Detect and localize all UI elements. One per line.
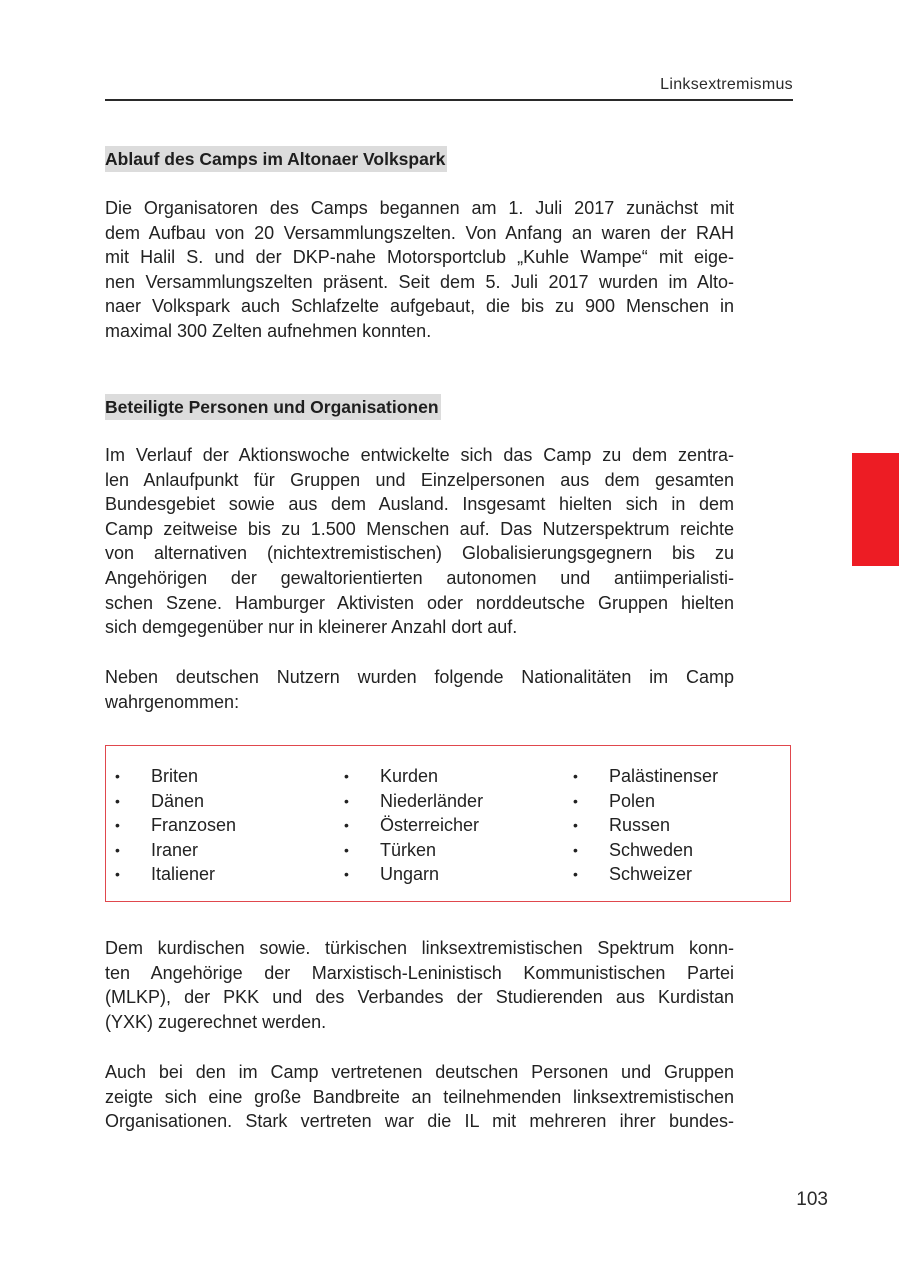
bullet-icon: • bbox=[573, 841, 578, 858]
nationalities-column-3 bbox=[564, 764, 718, 887]
chapter-marker-tab bbox=[852, 453, 899, 566]
bullet-icon: • bbox=[115, 792, 120, 809]
list-item: • Kurden bbox=[335, 764, 483, 789]
text-line: Auch bei den im Camp vertretenen deutschen Personen und Gruppen bbox=[105, 1062, 734, 1082]
text-line: sich demgegenüber nur in kleinerer Anzahl dort auf. bbox=[105, 617, 518, 638]
list-item: • Schweden bbox=[564, 838, 718, 863]
list-item: • Italiener bbox=[106, 862, 236, 887]
text-line: schen Szene. Hamburger Aktivisten oder norddeutsche Gruppen hielten bbox=[105, 592, 734, 613]
text-line: Organisationen. Stark vertreten war die IL mit mehreren ihrer bundes- bbox=[105, 1111, 734, 1132]
list-item: • Niederländer bbox=[335, 789, 483, 814]
bullet-icon: • bbox=[115, 768, 120, 784]
text-line: Neben deutschen Nutzern wurden folgende Nationalitäten im Camp bbox=[105, 667, 734, 687]
paragraph-kurdish-turkish-spectrum bbox=[105, 936, 734, 1034]
nationalities-column-2 bbox=[335, 764, 483, 887]
bullet-icon: • bbox=[344, 792, 349, 809]
bullet-icon: • bbox=[115, 817, 120, 834]
bullet-icon: • bbox=[115, 841, 120, 858]
section-heading-camp-schedule: Ablauf des Camps im Altonaer Volkspark bbox=[105, 146, 447, 172]
list-item: • Schweizer bbox=[564, 862, 718, 887]
paragraph-german-groups bbox=[105, 1060, 734, 1134]
list-item: • Russen bbox=[564, 813, 718, 838]
header-rule bbox=[105, 99, 793, 101]
text-line: Camp zeitweise bis zu 1.500 Menschen auf. Das Nutzerspektrum reichte bbox=[105, 518, 734, 539]
list-item: • Ungarn bbox=[335, 862, 483, 887]
bullet-icon: • bbox=[573, 768, 578, 784]
text-line: Im Verlauf der Aktionswoche entwickelte sich das Camp zu dem zentra- bbox=[105, 445, 734, 465]
text-line: wahrgenommen: bbox=[105, 691, 240, 712]
running-header-title: Linksextremismus bbox=[660, 76, 793, 93]
paragraph-participants bbox=[105, 443, 734, 640]
list-item: • Palästinenser bbox=[564, 764, 718, 789]
bullet-icon: • bbox=[344, 841, 349, 858]
text-line: ten Angehörige der Marxistisch-Leninistisch Kommunistischen Partei bbox=[105, 962, 734, 983]
bullet-icon: • bbox=[344, 817, 349, 834]
bullet-icon: • bbox=[344, 768, 349, 784]
list-item: • Dänen bbox=[106, 789, 236, 814]
bullet-icon: • bbox=[573, 792, 578, 809]
text-line: Die Organisatoren des Camps begannen am 1. Juli 2017 zunächst mit bbox=[105, 198, 734, 218]
text-line: len Anlaufpunkt für Gruppen und Einzelpersonen aus dem gesamten bbox=[105, 469, 734, 490]
text-line: (MLKP), der PKK und des Verbandes der Studierenden aus Kurdistan bbox=[105, 987, 734, 1008]
list-item: • Briten bbox=[106, 764, 236, 789]
list-item: • Iraner bbox=[106, 838, 236, 863]
list-item: • Franzosen bbox=[106, 813, 236, 838]
bullet-icon: • bbox=[573, 817, 578, 834]
page-number: 103 bbox=[796, 1189, 828, 1210]
text-line: naer Volkspark auch Schlafzelte aufgebaut, die bis zu 900 Menschen in bbox=[105, 296, 734, 317]
text-line: nen Versammlungszelten präsent. Seit dem 5. Juli 2017 wurden im Alto- bbox=[105, 271, 734, 292]
text-line: Angehörigen der gewaltorientierten autonomen und antiimperialisti- bbox=[105, 567, 734, 588]
paragraph-camp-setup bbox=[105, 196, 734, 344]
text-line: dem Aufbau von 20 Versammlungszelten. Von Anfang an waren der RAH bbox=[105, 222, 734, 243]
text-line: zeigte sich eine große Bandbreite an teilnehmenden linksextremistischen bbox=[105, 1086, 734, 1107]
text-line: Dem kurdischen sowie. türkischen linksextremistischen Spektrum konn- bbox=[105, 938, 734, 958]
text-line: mit Halil S. und der DKP-nahe Motorsportclub „Kuhle Wampe“ mit eige- bbox=[105, 247, 734, 268]
text-line: maximal 300 Zelten aufnehmen konnten. bbox=[105, 320, 432, 341]
list-item: • Polen bbox=[564, 789, 718, 814]
nationalities-column-1 bbox=[106, 764, 236, 887]
bullet-icon: • bbox=[115, 866, 120, 883]
bullet-icon: • bbox=[344, 866, 349, 883]
text-line: (YXK) zugerechnet werden. bbox=[105, 1011, 327, 1032]
nationalities-box bbox=[105, 745, 791, 902]
text-line: Bundesgebiet sowie aus dem Ausland. Insgesamt hielten sich in dem bbox=[105, 494, 734, 515]
list-item: • Österreicher bbox=[335, 813, 483, 838]
text-line: von alternativen (nichtextremistischen) Globalisierungsgegnern bis zu bbox=[105, 543, 734, 564]
paragraph-nationalities-intro bbox=[105, 665, 734, 714]
section-heading-participants: Beteiligte Personen und Organisationen bbox=[105, 394, 441, 420]
list-item: • Türken bbox=[335, 838, 483, 863]
bullet-icon: • bbox=[573, 866, 578, 883]
